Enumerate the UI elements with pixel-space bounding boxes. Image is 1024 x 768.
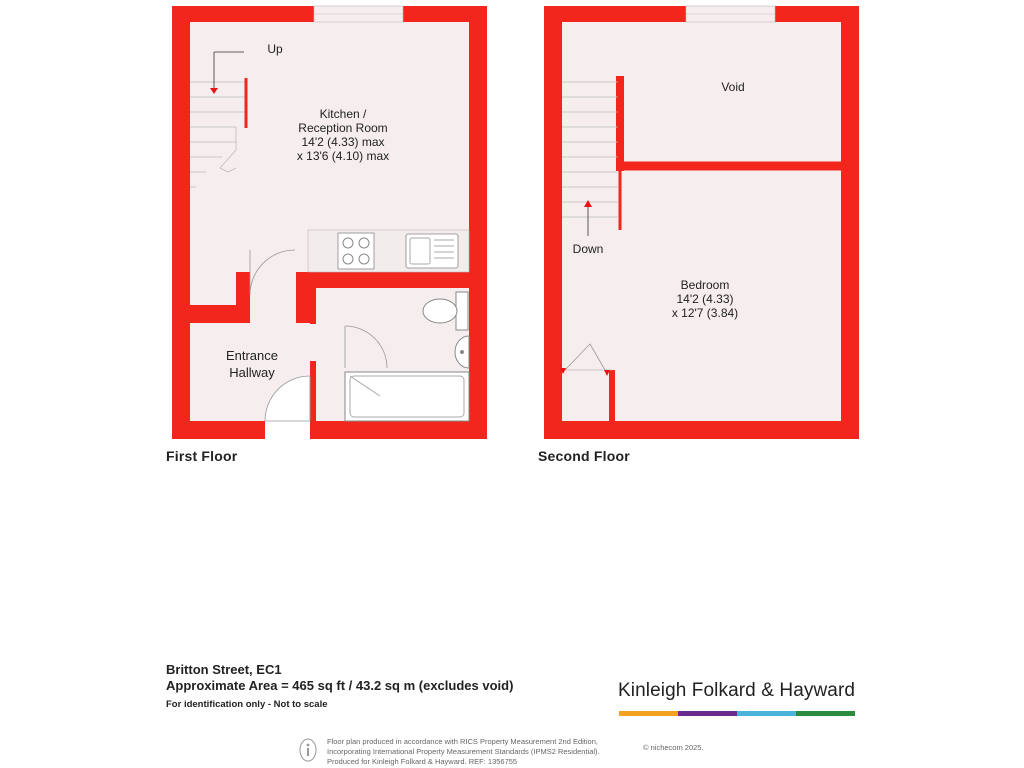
- bedroom-label-line1: Bedroom: [680, 278, 730, 292]
- kitchen-counter: [308, 230, 469, 272]
- void-label: Void: [721, 80, 745, 94]
- stairs-up-label: Up: [267, 42, 283, 56]
- footer-copyright: © nichecom 2025.: [643, 743, 704, 752]
- bedroom-label: [650, 278, 760, 320]
- front-door-gap: [265, 421, 310, 439]
- second-floor-title: Second Floor: [538, 448, 630, 464]
- brand-bar-green: [796, 711, 855, 716]
- stairs-down-label: Down: [572, 242, 604, 256]
- first-floor-title: First Floor: [166, 448, 238, 464]
- brand-logo-text: Kinleigh Folkard & Hayward: [618, 680, 856, 701]
- bedroom-label-line3: x 12'7 (3.84): [671, 306, 739, 320]
- kitchen-label-line2: Reception Room: [298, 121, 388, 135]
- kitchen-label-line1: Kitchen /: [319, 107, 367, 121]
- footer-legal: [327, 737, 600, 767]
- brand-bar-blue: [737, 711, 796, 716]
- identification-note: For identification only - Not to scale: [166, 699, 328, 710]
- second-floor-plan: [544, 6, 859, 439]
- sink-icon: [406, 234, 458, 268]
- kitchen-label-line4: x 13'6 (4.10) max: [296, 149, 390, 163]
- footer-line-3: Produced for Kinleigh Folkard & Hayward. REF: 1356755: [327, 757, 518, 766]
- passage: [250, 250, 296, 324]
- property-address: Britton Street, EC1: [166, 662, 282, 677]
- brand-bar-purple: [678, 711, 737, 716]
- footer-line-1: Floor plan produced in accordance with RICS Property Measurement 2nd Edition,: [327, 737, 598, 746]
- entrance-label-line1: Entrance: [225, 348, 279, 363]
- brand-bar-orange: [619, 711, 678, 716]
- entrance-label: [212, 347, 292, 381]
- stair-area: [190, 22, 236, 305]
- bathtub-icon: [345, 372, 469, 421]
- info-icon: [298, 737, 318, 763]
- kitchen-label-line3: 14'2 (4.33) max: [301, 135, 385, 149]
- entrance-label-line2: Hallway: [229, 365, 275, 380]
- footer-line-2: Incorporating International Property Measurement Standards (IPMS2 Residential).: [327, 747, 600, 756]
- kitchen-label: [278, 107, 408, 163]
- property-area: Approximate Area = 465 sq ft / 43.2 sq m (excludes void): [166, 678, 514, 693]
- hob-icon: [338, 233, 374, 269]
- bedroom-label-line2: 14'2 (4.33): [676, 292, 734, 306]
